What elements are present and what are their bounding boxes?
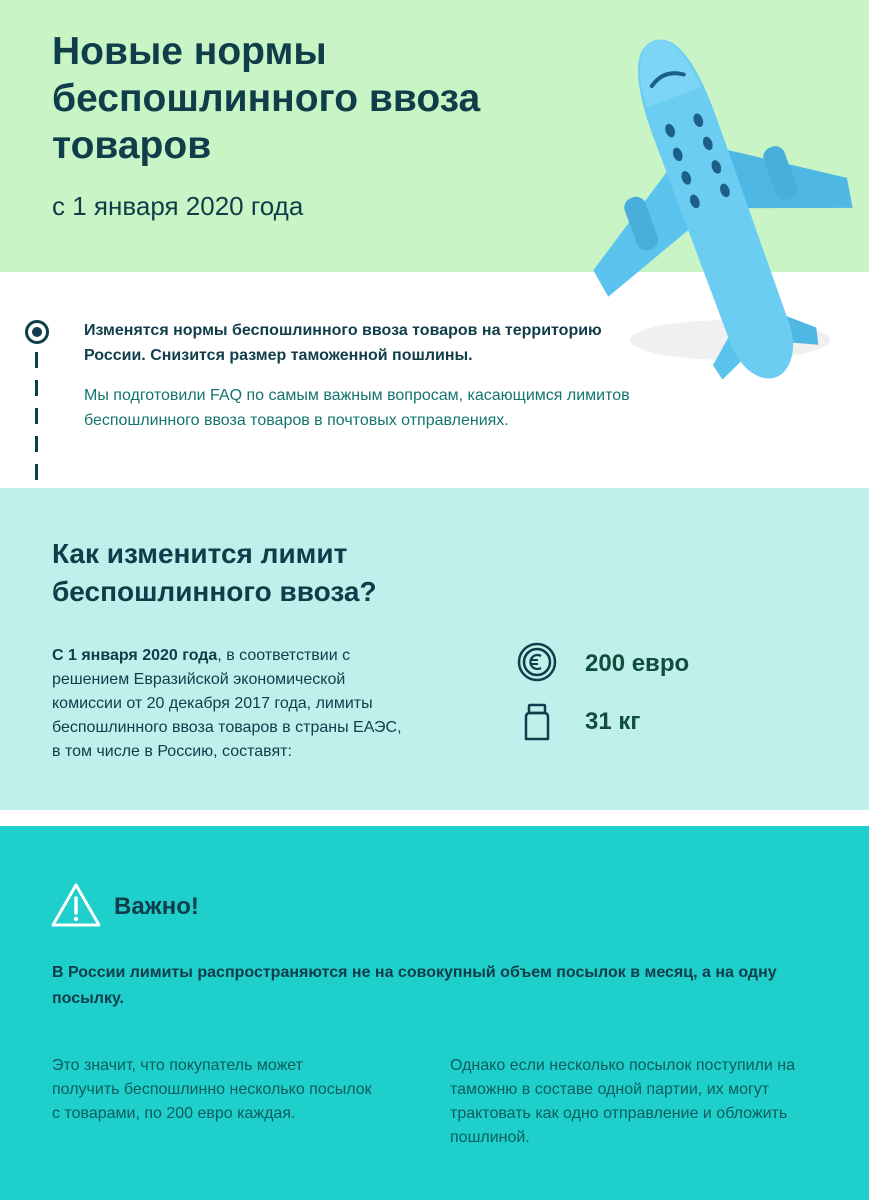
intro-lead: Изменятся нормы беспошлинного ввоза товаров на территорию России. Снизится размер таможенной пошлины. [84, 322, 602, 364]
limit-value-weight: 31 кг [585, 708, 641, 735]
limits-text-date: С 1 января 2020 года [52, 647, 218, 664]
timeline-dot-icon [25, 320, 49, 344]
important-title: Важно! [114, 893, 199, 920]
airplane-illustration [560, 10, 869, 410]
important-lead: В России лимиты распространяются не на совокупный объем посылок в месяц, а на одну посылку. [52, 964, 777, 1007]
limits-text [52, 644, 412, 764]
timeline-line [35, 352, 38, 486]
section-divider [0, 810, 869, 826]
limits-text-rest: , в соответствии с решением Евразийской экономической комиссии от 20 декабря 2017 года, лимиты беспошлинного ввоза товаров в страны ЕАЭС, в том числе в Россию, составят: [52, 647, 402, 760]
limit-value-euro: 200 евро [585, 650, 690, 677]
page-subtitle: с 1 января 2020 года [52, 191, 304, 221]
intro-text: Мы подготовили FAQ по самым важным вопросам, касающимся лимитов беспошлинного ввоза товаров в почтовых отправлениях. [84, 387, 630, 429]
important-left-text: Это значит, что покупатель может получить беспошлинно несколько посылок с товарами, по 200 евро каждая. [52, 1057, 372, 1122]
limits-title: Как изменится лимит беспошлинного ввоза? [52, 538, 377, 607]
important-right-text: Однако если несколько посылок поступили на таможню в составе одной партии, их могут трактовать как одно отправление и обложить пошлиной. [450, 1057, 796, 1146]
page-title: Новые нормы беспошлинного ввоза товаров [52, 30, 481, 167]
weight-icon [517, 702, 557, 742]
warning-icon [50, 882, 102, 928]
euro-coin-icon [517, 642, 557, 682]
